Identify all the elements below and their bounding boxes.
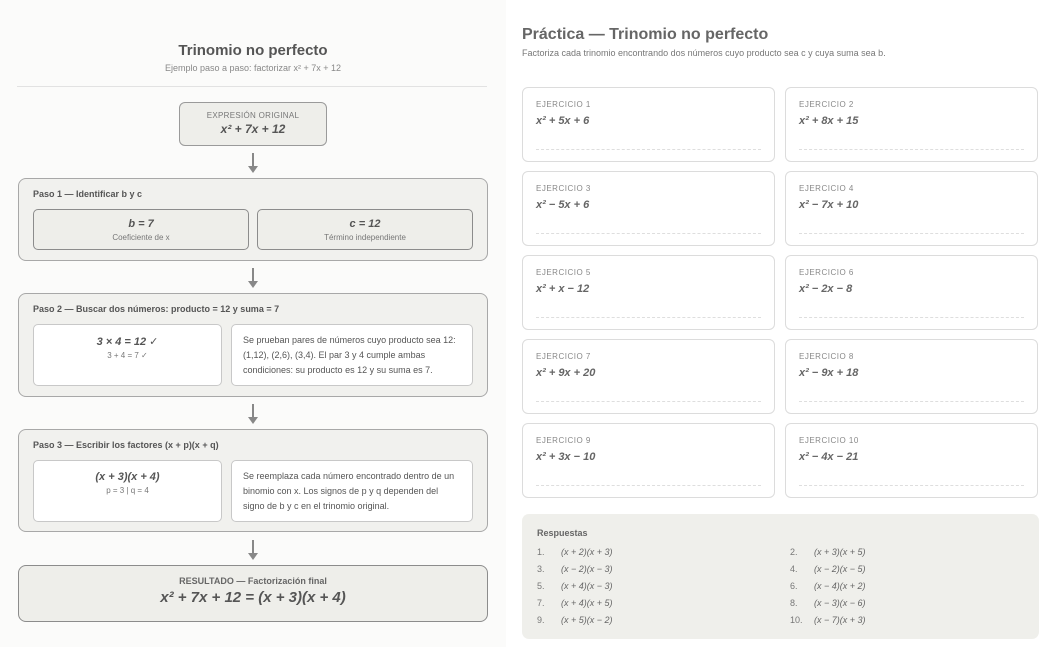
answer-item <box>537 598 613 608</box>
exercise-label: EJERCICIO 1 <box>536 100 591 109</box>
step-3-title: Paso 3 — Escribir los factores (x + p)(x + q) <box>33 440 219 450</box>
answer-line <box>536 233 761 234</box>
exercise-label: EJERCICIO 3 <box>536 184 591 193</box>
example-subtitle: Ejemplo paso a paso: factorizar x² + 7x + 12 <box>164 63 342 73</box>
answer-item <box>790 615 866 625</box>
exercise-card <box>522 339 775 414</box>
answer-number: 6. <box>790 581 798 591</box>
step-3-pq: p = 3 | q = 4 <box>106 486 149 495</box>
answer-item <box>790 581 866 591</box>
exercise-label: EJERCICIO 2 <box>799 100 854 109</box>
answer-number: 10. <box>790 615 803 625</box>
step-3-factors: (x + 3)(x + 4) <box>95 471 160 483</box>
exercise-card <box>785 339 1038 414</box>
original-expression-label: EXPRESIÓN ORIGINAL <box>206 111 300 120</box>
step-3-explanation-box <box>231 460 473 522</box>
c-value-box <box>257 209 473 250</box>
exercise-label: EJERCICIO 5 <box>536 268 591 277</box>
original-expression-box <box>179 102 327 146</box>
answer-value: (x + 4)(x + 5) <box>561 598 613 608</box>
exercise-expression: x² − 9x + 18 <box>799 367 859 379</box>
exercise-card <box>785 87 1038 162</box>
step-2-explanation-box <box>231 324 473 386</box>
down-arrow-icon <box>252 540 254 553</box>
final-result-box <box>18 565 488 622</box>
exercise-expression: x² + 9x + 20 <box>536 367 596 379</box>
exercise-card <box>522 255 775 330</box>
answer-line <box>799 317 1024 318</box>
step-1-title: Paso 1 — Identificar b y c <box>33 189 143 199</box>
practice-instructions: Factoriza cada trinomio encontrando dos números cuyo producto sea c y cuya suma sea b. <box>522 48 886 58</box>
answer-line <box>536 149 761 150</box>
worked-example-panel <box>0 0 506 647</box>
answer-number: 4. <box>790 564 798 574</box>
exercise-label: EJERCICIO 9 <box>536 436 591 445</box>
answer-value: (x − 2)(x − 5) <box>814 564 866 574</box>
step-2-title: Paso 2 — Buscar dos números: producto = 12 y suma = 7 <box>33 304 280 314</box>
answer-item <box>537 547 613 557</box>
exercise-card <box>522 87 775 162</box>
answer-item <box>537 564 613 574</box>
answer-line <box>799 401 1024 402</box>
exercise-card <box>522 423 775 498</box>
exercise-card <box>785 255 1038 330</box>
exercise-card <box>522 171 775 246</box>
answer-item <box>790 598 866 608</box>
b-value: b = 7 <box>128 218 154 230</box>
down-arrow-icon <box>252 404 254 417</box>
result-label: RESULTADO — Factorización final <box>179 576 327 586</box>
down-arrow-icon <box>252 268 254 281</box>
original-expression: x² + 7x + 12 <box>220 122 286 136</box>
b-caption: Coeficiente de x <box>112 233 170 242</box>
step-2-result-box <box>33 324 222 386</box>
answers-title: Respuestas <box>537 528 588 538</box>
exercise-expression: x² + 5x + 6 <box>536 115 590 127</box>
answer-value: (x + 2)(x + 3) <box>561 547 613 557</box>
step-3-card <box>18 429 488 532</box>
answer-number: 3. <box>537 564 545 574</box>
answer-value: (x − 7)(x + 3) <box>814 615 866 625</box>
exercise-expression: x² + x − 12 <box>536 283 590 295</box>
answer-value: (x + 5)(x − 2) <box>561 615 613 625</box>
answer-line <box>799 149 1024 150</box>
exercise-expression: x² − 2x − 8 <box>799 283 853 295</box>
exercise-label: EJERCICIO 4 <box>799 184 854 193</box>
answer-line <box>799 233 1024 234</box>
step-1-card <box>18 178 488 261</box>
step-2-card <box>18 293 488 397</box>
step-3-result-box <box>33 460 222 522</box>
c-value: c = 12 <box>349 218 381 230</box>
down-arrow-icon <box>252 153 254 166</box>
answer-line <box>536 485 761 486</box>
exercise-expression: x² + 3x − 10 <box>536 451 596 463</box>
practice-title: Práctica — Trinomio no perfecto <box>522 26 769 43</box>
exercise-label: EJERCICIO 7 <box>536 352 591 361</box>
c-caption: Término independiente <box>324 233 406 242</box>
answer-number: 1. <box>537 547 545 557</box>
exercise-label: EJERCICIO 10 <box>799 436 859 445</box>
step-3-explanation: Se reemplaza cada número encontrado dentro de un binomio con x. Los signos de p y q dependen del signo de b y c en el trinomio original. <box>243 471 455 511</box>
step-2-product: 3 × 4 = 12 ✓ <box>96 336 159 348</box>
answers-panel <box>522 514 1039 639</box>
answer-value: (x + 3)(x + 5) <box>814 547 866 557</box>
exercise-expression: x² − 5x + 6 <box>536 199 590 211</box>
answer-number: 7. <box>537 598 545 608</box>
answer-value: (x − 3)(x − 6) <box>814 598 866 608</box>
answer-item <box>537 615 613 625</box>
example-title: Trinomio no perfecto <box>178 42 328 59</box>
exercise-card <box>785 423 1038 498</box>
answer-number: 5. <box>537 581 545 591</box>
answer-item <box>790 564 866 574</box>
answer-number: 2. <box>790 547 798 557</box>
answer-value: (x − 2)(x − 3) <box>561 564 613 574</box>
exercise-card <box>785 171 1038 246</box>
answer-line <box>799 485 1024 486</box>
answer-number: 8. <box>790 598 798 608</box>
answer-line <box>536 401 761 402</box>
step-2-sum-check: 3 + 4 = 7 ✓ <box>107 351 148 360</box>
result-expression: x² + 7x + 12 = (x + 3)(x + 4) <box>160 589 346 606</box>
answer-line <box>536 317 761 318</box>
answer-value: (x − 4)(x + 2) <box>814 581 866 591</box>
b-value-box <box>33 209 249 250</box>
exercise-expression: x² − 7x + 10 <box>799 199 859 211</box>
answer-value: (x + 4)(x − 3) <box>561 581 613 591</box>
answer-item <box>537 581 613 591</box>
step-2-explanation: Se prueban pares de números cuyo producto sea 12: (1,12), (2,6), (3,4). El par 3 y 4 cumple ambas condiciones: su producto es 12 y su suma es 7. <box>243 335 456 375</box>
exercise-label: EJERCICIO 8 <box>799 352 854 361</box>
exercise-expression: x² − 4x − 21 <box>799 451 859 463</box>
answer-item <box>790 547 866 557</box>
exercise-label: EJERCICIO 6 <box>799 268 854 277</box>
answer-number: 9. <box>537 615 545 625</box>
divider <box>17 86 487 87</box>
exercise-expression: x² + 8x + 15 <box>799 115 859 127</box>
